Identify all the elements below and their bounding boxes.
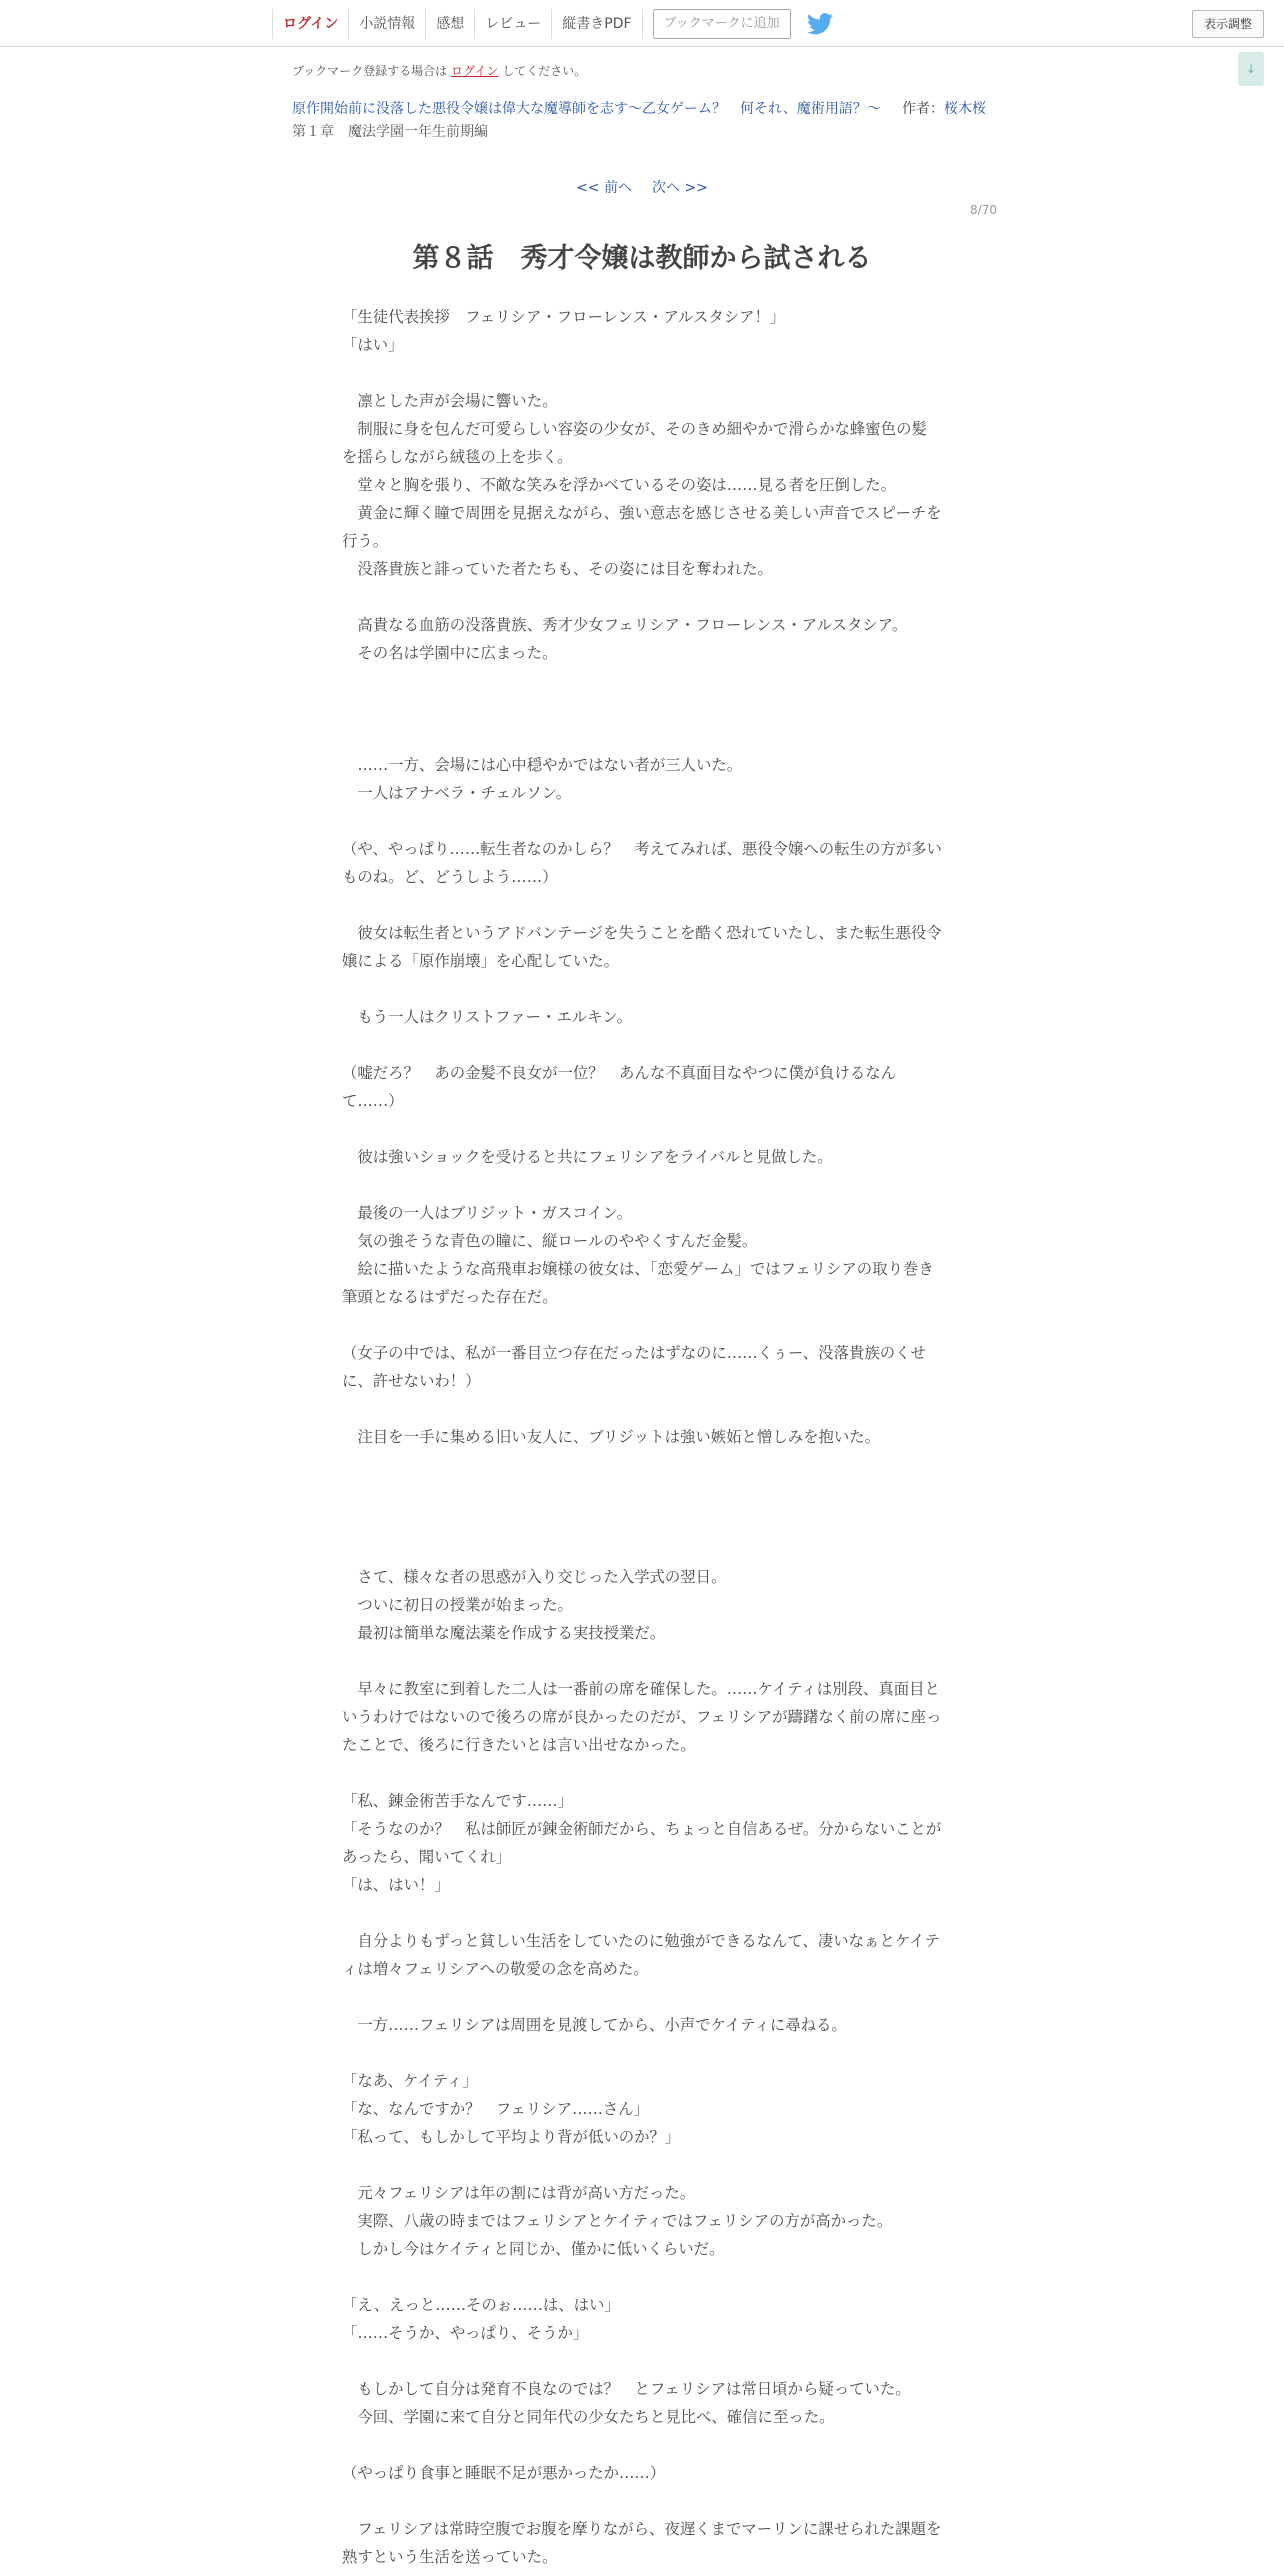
page-count: 8/70: [970, 203, 997, 217]
story-paragraph: 「なあ、ケイティ」: [342, 2072, 478, 2090]
story-paragraph: その名は学園中に広まった。: [342, 644, 558, 662]
story-paragraph: 「そうなのか？ 私は師匠が錬金術師だから、ちょっと自信あるぜ。分からないことがあったら、聞いてくれ」: [342, 1820, 942, 1866]
story-paragraph: [342, 1507, 942, 1535]
story-paragraph: ……一方、会場には心中穏やかではない者が三人いた。: [342, 756, 743, 774]
story-paragraph: [342, 1899, 942, 1927]
story-paragraph: 自分よりもずっと貧しい生活をしていたのに勉強ができるなんて、凄いなぁとケイティは増々フェリシアへの敬愛の念を高めた。: [342, 1932, 940, 1978]
story-paragraph: （や、やっぱり……転生者なのかしら？ 考えてみれば、悪役令嬢への転生の方が多いものね。ど、どうしよう……）: [342, 840, 942, 886]
story-paragraph: 早々に教室に到着した二人は一番前の席を確保した。……ケイティは別段、真面目というわけではないので後ろの席が良かったのだが、フェリシアが躊躇なく前の席に座ったことで、後ろに行きたいとは言い出せなかった。: [342, 1680, 942, 1754]
story-paragraph: 凛とした声が会場に響いた。: [342, 392, 558, 410]
story-paragraph: [342, 2039, 942, 2067]
story-paragraph: 没落貴族と誹っていた者たちも、その姿には目を奪われた。: [342, 560, 773, 578]
story-paragraph: [342, 1535, 942, 1563]
story-paragraph: [342, 583, 942, 611]
twitter-icon[interactable]: [807, 13, 833, 35]
story-paragraph: しかし今はケイティと同じか、僅かに低いくらいだ。: [342, 2240, 725, 2258]
story-paragraph: もしかして自分は発育不良なのでは？ とフェリシアは常日頃から疑っていた。: [342, 2380, 911, 2398]
story-paragraph: 「え、えっと……そのぉ……は、はい」: [342, 2296, 620, 2314]
story-paragraph: [342, 807, 942, 835]
story-paragraph: [342, 1479, 942, 1507]
story-paragraph: [342, 1451, 942, 1479]
story-paragraph: 気の強そうな青色の瞳に、縦ロールのややくすんだ金髪。: [342, 1232, 758, 1250]
story-paragraph: [342, 1115, 942, 1143]
nav-novel-info[interactable]: 小説情報: [348, 9, 425, 39]
nav-vertical-pdf[interactable]: 縦書きPDF: [551, 9, 642, 39]
story-paragraph: [342, 2263, 942, 2291]
story-paragraph: [342, 2151, 942, 2179]
story-paragraph: [342, 2431, 942, 2459]
story-paragraph: 「な、なんですか？ フェリシア……さん」: [342, 2100, 650, 2118]
story-paragraph: [342, 359, 942, 387]
nav-review[interactable]: レビュー: [474, 9, 551, 39]
story-paragraph: （嘘だろ？ あの金髪不良女が一位？ あんな不真面目なやつに僕が負けるなんて……）: [342, 1064, 897, 1110]
story-paragraph: [342, 1031, 942, 1059]
story-paragraph: [342, 1647, 942, 1675]
story-paragraph: （女子の中では、私が一番目立つ存在だったはずなのに……くぅー、没落貴族のくせに、許せないわ！）: [342, 1344, 926, 1390]
story-paragraph: [342, 667, 942, 695]
story-paragraph: [342, 723, 942, 751]
story-paragraph: 一人はアナベラ・チェルソン。: [342, 784, 572, 802]
bookmark-login-notice: ブックマーク登録する場合は ログイン してください。: [292, 64, 587, 78]
story-paragraph: 一方……フェリシアは周囲を見渡してから、小声でケイティに尋ねる。: [342, 2016, 847, 2034]
story-paragraph: 最初は簡単な魔法薬を作成する実技授業だ。: [342, 1624, 666, 1642]
story-paragraph: 堂々と胸を張り、不敵な笑みを浮かべているその姿は……見る者を圧倒した。: [342, 476, 897, 494]
author-line: 作者：桜木桜: [902, 101, 986, 117]
story-paragraph: [342, 695, 942, 723]
top-header-bar: [0, 0, 1284, 47]
story-paragraph: [342, 975, 942, 1003]
story-paragraph: もう一人はクリストファー・エルキン。: [342, 1008, 632, 1026]
nav-login[interactable]: ログイン: [272, 9, 348, 39]
story-paragraph: 黄金に輝く瞳で周囲を見据えながら、強い意志を感じさせる美しい声音でスピーチを行う。: [342, 504, 942, 550]
story-paragraph: 高貴なる血筋の没落貴族、秀才少女フェリシア・フローレンス・アルスタシア。: [342, 616, 908, 634]
notice-login-link[interactable]: ログイン: [451, 64, 499, 78]
pager: [0, 177, 1284, 197]
nav-impressions[interactable]: 感想: [425, 9, 474, 39]
story-paragraph: 彼女は転生者というアドバンテージを失うことを酷く恐れていたし、また転生悪役令嬢による「原作崩壊」を心配していた。: [342, 924, 942, 970]
story-paragraph: 「私って、もしかして平均より背が低いのか？」: [342, 2128, 681, 2146]
story-paragraph: （やっぱり食事と睡眠不足が悪かったか……）: [342, 2464, 666, 2482]
story-paragraph: 「私、錬金術苦手なんです……」: [342, 1792, 573, 1810]
episode-title: 第８話 秀才令嬢は教師から試される: [412, 243, 872, 274]
next-link[interactable]: 次へ >>: [652, 180, 708, 196]
story-paragraph: 「生徒代表挨拶 フェリシア・フローレンス・アルスタシア！」: [342, 308, 786, 326]
author-link[interactable]: 桜木桜: [944, 101, 986, 117]
story-paragraph: 元々フェリシアは年の割には背が高い方だった。: [342, 2184, 696, 2202]
story-paragraph: 今回、学園に来て自分と同年代の少女たちと見比べ、確信に至った。: [342, 2408, 835, 2426]
novel-title-link[interactable]: 原作開始前に没落した悪役令嬢は偉大な魔導師を志す～乙女ゲーム？ 何それ、魔術用語？～: [292, 101, 881, 117]
story-paragraph: [342, 1171, 942, 1199]
main-nav: [272, 8, 833, 40]
add-bookmark-button[interactable]: ブックマークに追加: [653, 9, 791, 39]
story-paragraph: [342, 2487, 942, 2515]
story-paragraph: ついに初日の授業が始まった。: [342, 1596, 573, 1614]
chapter-title: 第１章 魔法学園一年生前期編: [292, 124, 488, 140]
story-paragraph: フェリシアは常時空腹でお腹を摩りながら、夜遅くまでマーリンに課せられた課題を熟すという生活を送っていた。: [342, 2520, 942, 2566]
story-paragraph: 最後の一人はブリジット・ガスコイン。: [342, 1204, 633, 1222]
display-settings-button[interactable]: 表示調整: [1192, 10, 1264, 38]
story-paragraph: 「……そうか、やっぱり、そうか」: [342, 2324, 589, 2342]
story-paragraph: [342, 1311, 942, 1339]
story-paragraph: 「は、はい！」: [342, 1876, 450, 1894]
story-paragraph: 実際、八歳の時まではフェリシアとケイティではフェリシアの方が高かった。: [342, 2212, 893, 2230]
story-paragraph: 注目を一手に集める旧い友人に、ブリジットは強い嫉妬と憎しみを抱いた。: [342, 1428, 881, 1446]
story-paragraph: さて、様々な者の思惑が入り交じった入学式の翌日。: [342, 1568, 727, 1586]
story-paragraph: [342, 1395, 942, 1423]
story-paragraph: [342, 2347, 942, 2375]
story-paragraph: 絵に描いたような高飛車お嬢様の彼女は、「恋愛ゲーム」ではフェリシアの取り巻き筆頭となるはずだった存在だ。: [342, 1260, 934, 1306]
prev-link[interactable]: << 前へ: [576, 180, 632, 196]
story-paragraph: 「はい」: [342, 336, 404, 354]
story-paragraph: [342, 1983, 942, 2011]
scroll-down-button[interactable]: ↓: [1238, 52, 1264, 86]
story-paragraph: 制服に身を包んだ可愛らしい容姿の少女が、そのきめ細やかで滑らかな蜂蜜色の髪を揺らしながら絨毯の上を歩く。: [342, 420, 927, 466]
story-paragraph: [342, 1759, 942, 1787]
story-paragraph: [342, 891, 942, 919]
story-body: [342, 303, 942, 2571]
story-paragraph: 彼は強いショックを受けると共にフェリシアをライバルと見做した。: [342, 1148, 833, 1166]
